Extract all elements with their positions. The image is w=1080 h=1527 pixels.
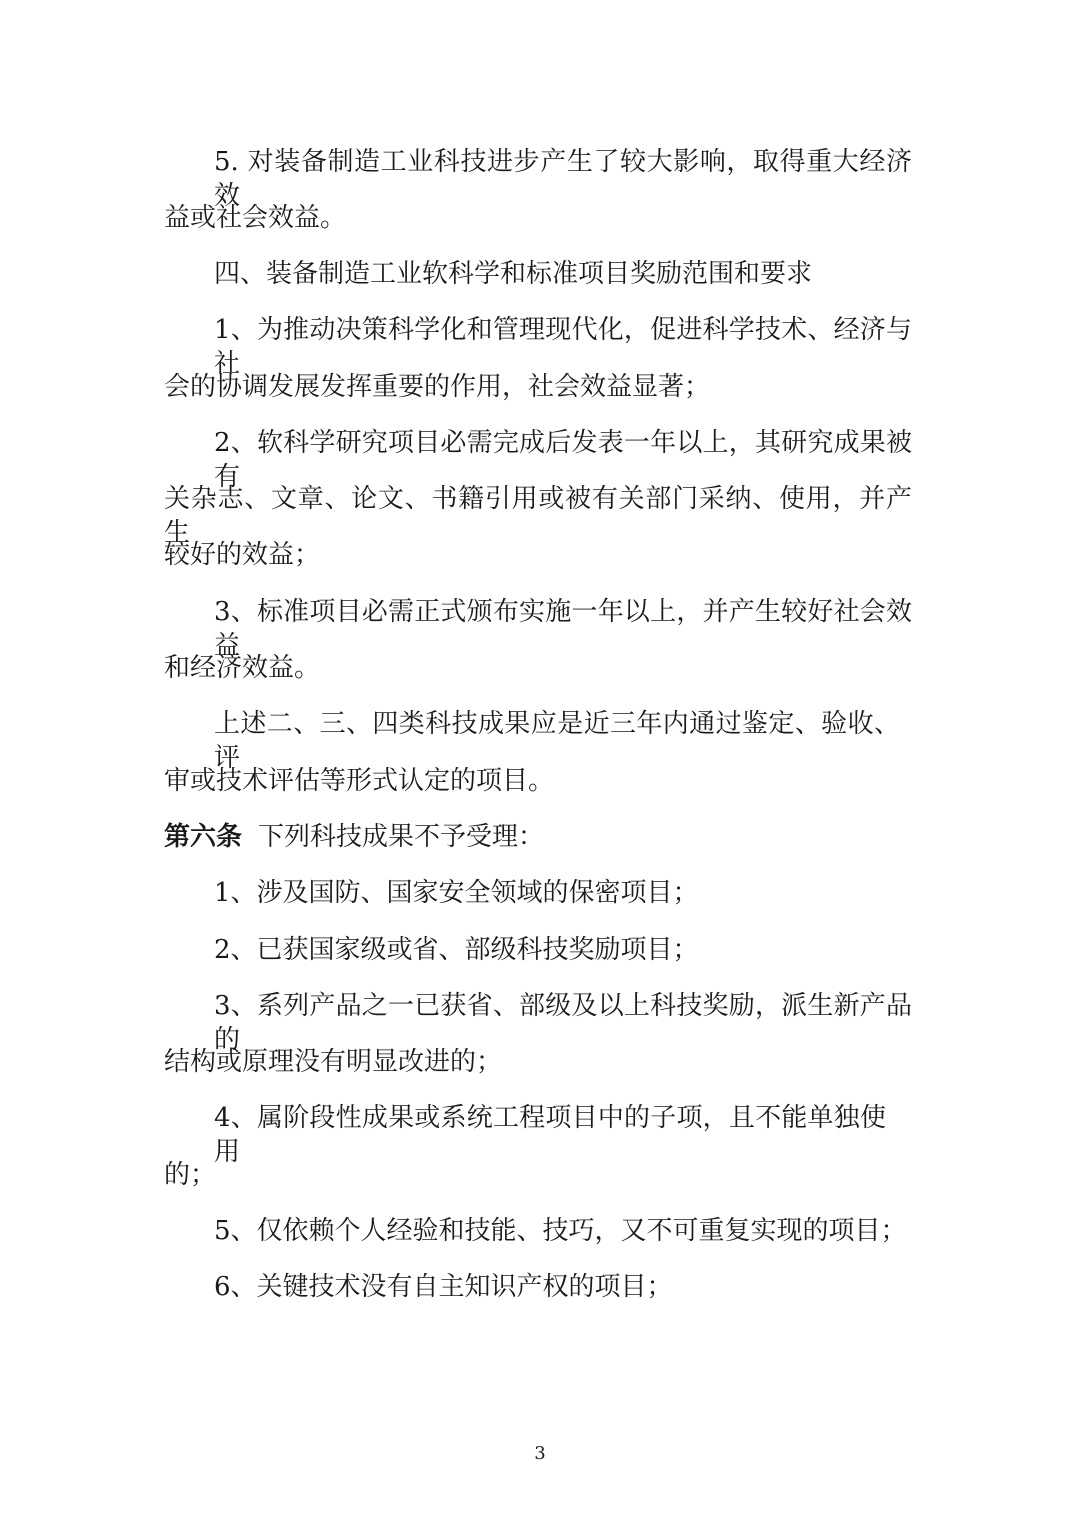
list-item: 4、属阶段性成果或系统工程项目中的子项，且不能单独使用 <box>214 1103 886 1167</box>
text-line: 1、为推动决策科学化和管理现代化，促进科学技术、经济与社 <box>214 315 912 379</box>
text-line: 结构或原理没有明显改进的； <box>164 1047 503 1077</box>
page-number: 3 <box>534 1443 546 1464</box>
text-line: 2、软科学研究项目必需完成后发表一年以上，其研究成果被有 <box>214 428 912 492</box>
article-heading: 第六条 <box>164 822 243 852</box>
section-heading: 四、装备制造工业软科学和标准项目奖励范围和要求 <box>214 259 813 289</box>
text-line: 3、标准项目必需正式颁布实施一年以上，并产生较好社会效益 <box>214 597 912 661</box>
text-line: 审或技术评估等形式认定的项目。 <box>164 766 555 796</box>
text-line: 益或社会效益。 <box>164 203 347 233</box>
text-line: 关杂志、文章、论文、书籍引用或被有关部门采纳、使用，并产生 <box>164 484 912 548</box>
text-line: 和经济效益。 <box>164 653 321 683</box>
text-line: 5. 对装备制造工业科技进步产生了较大影响，取得重大经济效 <box>214 147 912 211</box>
list-item: 5、仅依赖个人经验和技能、技巧，又不可重复实现的项目； <box>214 1216 907 1246</box>
list-item: 1、涉及国防、国家安全领域的保密项目； <box>214 878 699 908</box>
article-text: 下列科技成果不予受理： <box>258 822 545 852</box>
text-line: 上述二、三、四类科技成果应是近三年内通过鉴定、验收、评 <box>214 709 900 773</box>
list-item: 2、已获国家级或省、部级科技奖励项目； <box>214 935 699 965</box>
list-item: 3、系列产品之一已获省、部级及以上科技奖励，派生新产品的 <box>214 991 912 1055</box>
article-line <box>164 820 544 854</box>
text-line: 会的协调发展发挥重要的作用，社会效益显著； <box>164 372 711 402</box>
list-item: 6、关键技术没有自主知识产权的项目； <box>214 1272 673 1302</box>
text-line: 的； <box>164 1160 217 1190</box>
text-line: 较好的效益； <box>164 540 321 570</box>
